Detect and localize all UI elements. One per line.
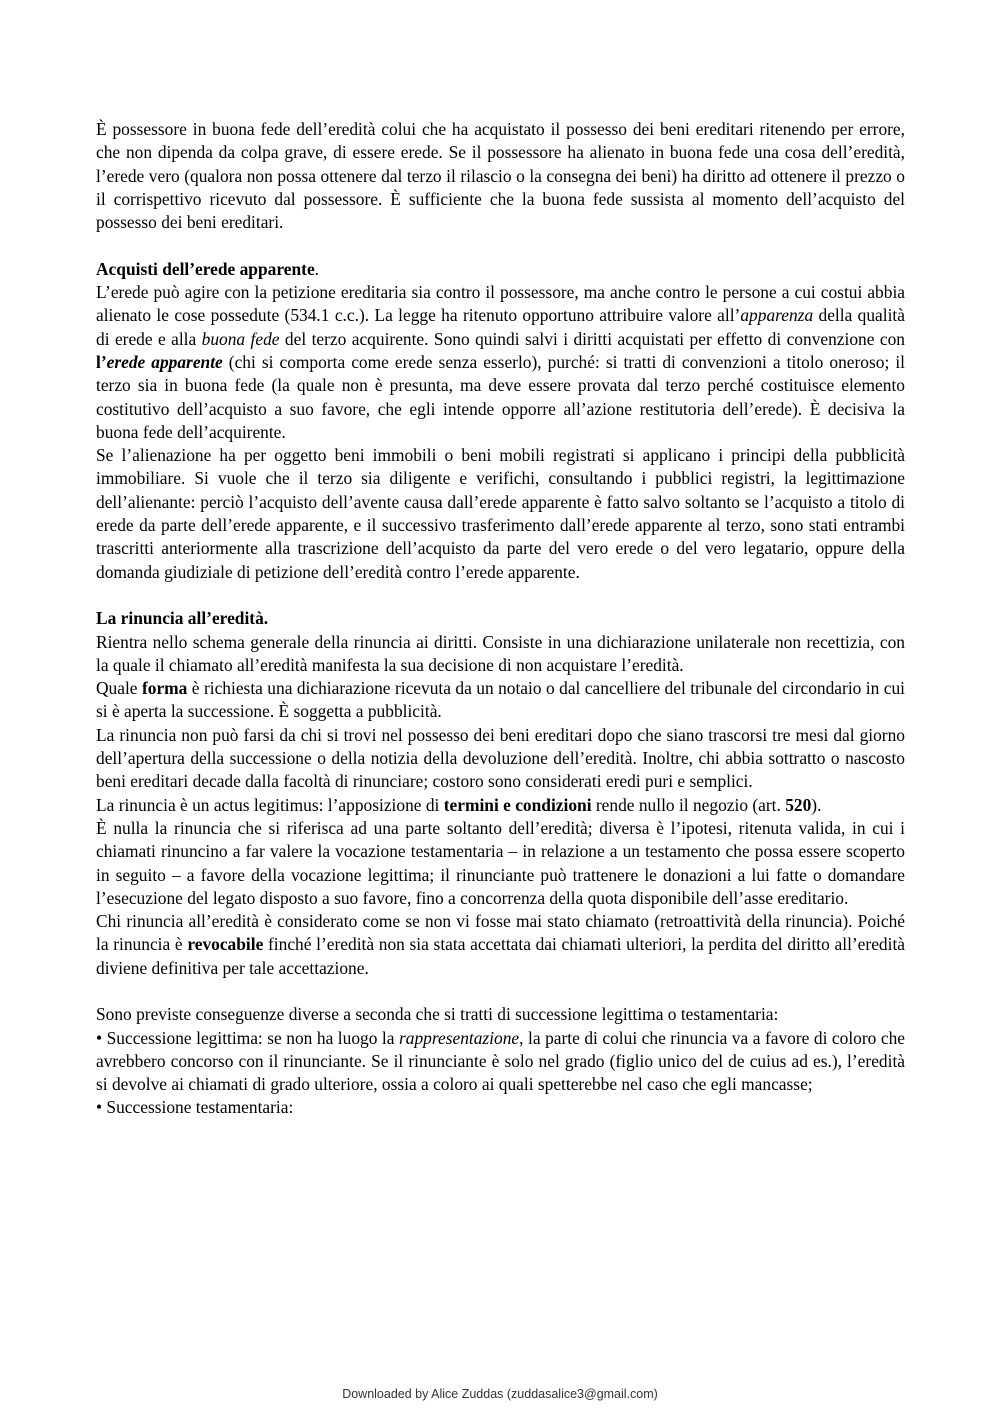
paragraph-rinuncia-6: Chi rinuncia all’eredità è considerato come se non vi fosse mai stato chiamato (retroattività della rinuncia). Poiché la rinuncia è revocabile finché l’eredità non sia stata accettata dai chiamati ulteriori, la perdita del diritto all’eredità diviene definitiva per tale accettazione. [96, 911, 905, 978]
section-heading-acquisti: Acquisti dell’erede apparente. [96, 258, 320, 279]
paragraph-acquisti-2: Se l’alienazione ha per oggetto beni immobili o beni mobili registrati si applicano i principi della pubblicità immobiliare. Si vuole che il terzo sia diligente e verifichi, consultando i pubblici registri, la legittimazione dell’alienante: perciò l’acquisto dell’avente causa dall’erede apparente è fatto salvo soltanto se l’acquisto a titolo di erede da parte dell’erede apparente, e il successivo trasferimento dall’erede apparente al terzo, sono stati entrambi trascritti anteriormente alla trascrizione dell’acquisto da parte del vero erede o del vero legatario, oppure della domanda giudiziale di petizione dell’eredità contro l’erede apparente. [96, 445, 905, 582]
spacer [96, 234, 905, 257]
spacer [96, 584, 905, 607]
paragraph-rinuncia-1: Rientra nello schema generale della rinuncia ai diritti. Consiste in una dichiarazione unilaterale non recettizia, con la quale il chiamato all’eredità manifesta la sua decisione di non acquistare l’eredità. [96, 631, 905, 675]
download-footer: Downloaded by Alice Zuddas (zuddasalice3@gmail.com) [342, 1387, 658, 1401]
paragraph-possessore-buona-fede: È possessore in buona fede dell’eredità colui che ha acquistato il possesso dei beni ereditari ritenendo per errore, che non dipenda da colpa grave, di essere erede. Se il possessore ha alienato in buona fede una cosa dell’eredità, l’erede vero (qualora non possa ottenere dal terzo il rilascio o la consegna dei beni) ha diritto ad ottenere il prezzo o il corrispettivo ricevuto dal possessore. È sufficiente che la buona fede sussista al momento dell’acquisto del possesso dei beni ereditari. [96, 119, 905, 233]
bullet-successione-legittima: • Successione legittima: se non ha luogo la rappresentazione, la parte di colui che rinuncia va a favore di coloro che avrebbero concorso con il rinunciante. Se il rinunciante è solo nel grado (figlio unico del de cuius ad es.), l’eredità si devolve ai chiamati di grado ulteriore, ossia a coloro ai quali spetterebbe nel caso che egli mancasse; [96, 1027, 906, 1095]
document-body [96, 118, 905, 1120]
heading-text: Acquisti dell’erede apparente [96, 258, 315, 279]
paragraph-rinuncia-5: È nulla la rinuncia che si riferisca ad una parte soltanto dell’eredità; diversa è l’ipotesi, ritenuta valida, in cui i chiamati rinuncino a far valere la vocazione testamentaria – in relazione a un testamento che possa essere scoperto in seguito – a favore della vocazione legittima; il rinunciante può trattenere le donazioni a lui fatte o domandare l’esecuzione del legato disposto a suo favore, fino a concorrenza della quota disponibile dell’asse ereditario. [96, 817, 905, 908]
spacer [96, 980, 905, 1003]
paragraph-rinuncia-3: La rinuncia non può farsi da chi si trovi nel possesso dei beni ereditari dopo che siano trascorsi tre mesi dal giorno dell’apertura della successione o della notizia della devoluzione dell’eredità. Inoltre, chi abbia sottratto o nascosto beni ereditari decade dalla facoltà di rinunciare; costoro sono considerati eredi puri e semplici. [96, 724, 905, 792]
paragraph-conseguenze-intro: Sono previste conseguenze diverse a seconda che si tratti di successione legittima o testamentaria: [96, 1004, 779, 1025]
paragraph-rinuncia-2: Quale forma è richiesta una dichiarazione ricevuta da un notaio o dal cancelliere del tribunale del circondario in cui si è aperta la successione. È soggetta a pubblicità. [96, 678, 905, 722]
bullet-successione-testamentaria: • Successione testamentaria: [96, 1097, 294, 1118]
paragraph-acquisti-1: L’erede può agire con la petizione ereditaria sia contro il possessore, ma anche contro le persone a cui costui abbia alienato le cose possedute (534.1 c.c.). La legge ha ritenuto opportuno attribuire valore all’apparenza della qualità di erede e alla buona fede del terzo acquirente. Sono quindi salvi i diritti acquistati per effetto di convenzione con l’erede apparente (chi si comporta come erede senza esserlo), purché: si tratti di convenzioni a titolo oneroso; il terzo sia in buona fede (la quale non è presunta, ma deve essere provata dal terzo perché costituisce elemento costitutivo dell’acquisto a suo favore, che egli intende opporre all’azione restitutoria dell’erede). È decisiva la buona fede dell’acquirente. [96, 282, 905, 442]
paragraph-rinuncia-4: La rinuncia è un actus legitimus: l’apposizione di termini e condizioni rende nullo il negozio (art. 520). [96, 794, 822, 815]
section-heading-rinuncia: La rinuncia all’eredità. [96, 608, 269, 629]
